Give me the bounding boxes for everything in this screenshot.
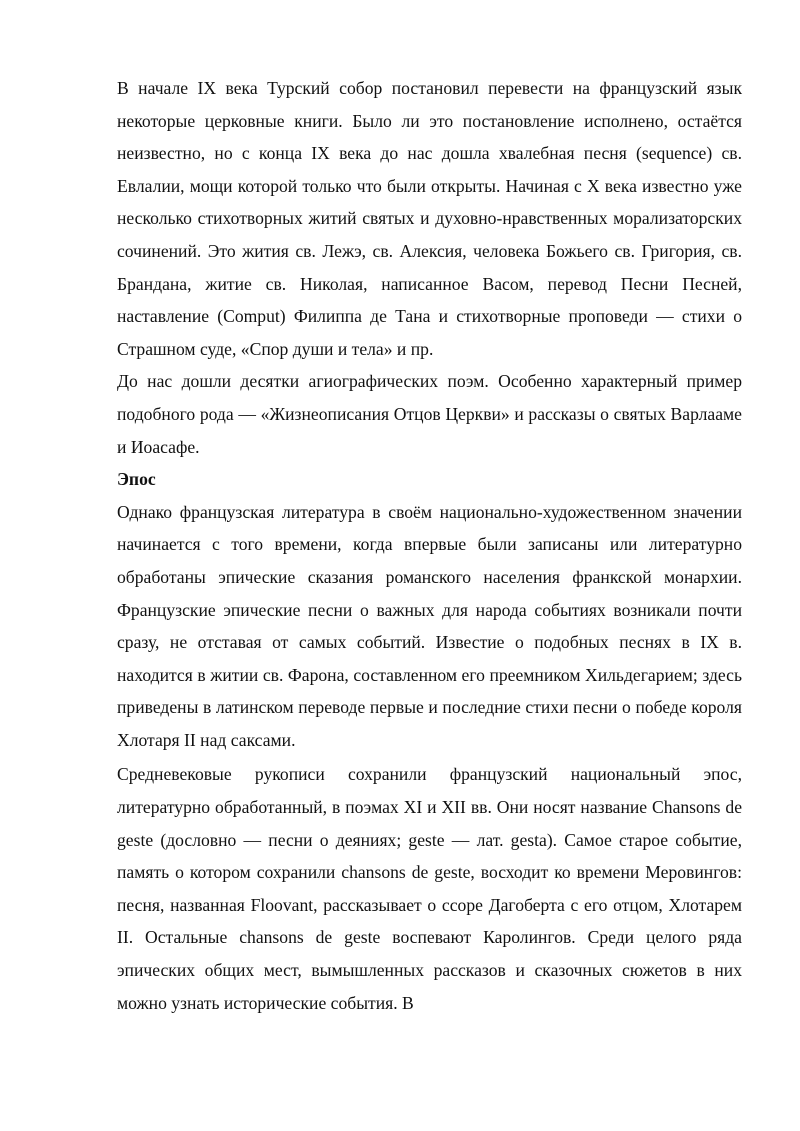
paragraph-french-literature: Однако французская литература в своём национально-художественном значении начинается с того времени, когда впервые были записаны или литературно обработаны эпические сказания романского населения франкской монархии. Французские эпические песни о важных для народа событиях возникали почти сразу, не отставая от самых событий. Известие о подобных песнях в IX в. находится в житии св. Фарона, составленном его преемником Хильдегарием; здесь приведены в латинском переводе первые и последние стихи песни о победе короля Хлотаря II над саксами. (117, 501, 742, 750)
paragraph-hagiographic-poems: До нас дошли десятки агиографических поэм. Особенно характерный пример подобного рода — «Жизнеописания Отцов Церкви» и рассказы о святых Варлааме и Иоасафе. (117, 371, 742, 457)
section-heading-epos: Эпос (117, 469, 156, 490)
paragraph-chansons-de-geste: Средневековые рукописи сохранили французский национальный эпос, литературно обработанный, в поэмах XI и XII вв. Они носят название Chansons de geste (дословно — песни о деяниях; geste — лат. gesta). Самое старое событие, память о котором сохранили chansons de geste, восходит ко времени Меровингов: песня, названная Floovant, рассказывает о ссоре Дагоберта с его отцом, Хлотарем II. Остальные chansons de geste воспевают Каролингов. Среди целого ряда эпических общих мест, вымышленных рассказов и сказочных сюжетов в них можно узнать исторические события. В (117, 764, 742, 1013)
document-page (117, 72, 742, 1019)
paragraph-tours-council: В начале IX века Турский собор постановил перевести на французский язык некоторые церковные книги. Было ли это постановление исполнено, остаётся неизвестно, но с конца IX века до нас дошла хвалебная песня (sequence) св. Евлалии, мощи которой только что были открыты. Начиная с X века известно уже несколько стихотворных житий святых и духовно-нравственных морализаторских сочинений. Это жития св. Лежэ, св. Алексия, человека Божьего св. Григория, св. Брандана, житие св. Николая, написанное Васом, перевод Песни Песней, наставление (Comput) Филиппа де Тана и стихотворные проповеди — стихи о Страшном суде, «Спор души и тела» и пр. (117, 78, 742, 359)
